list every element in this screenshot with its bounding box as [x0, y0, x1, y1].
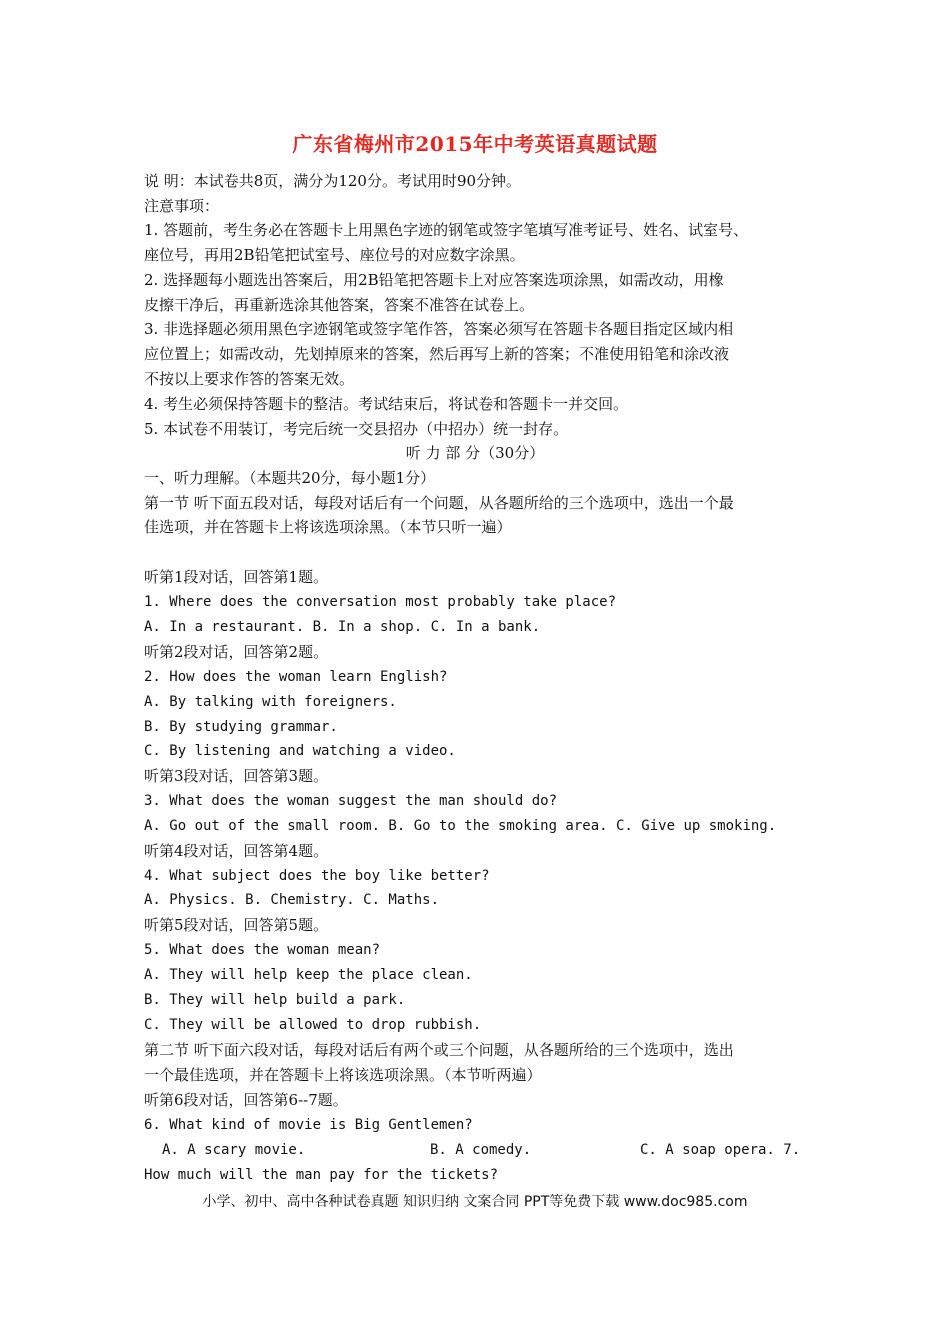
text-line: 4. 考生必须保持答题卡的整洁。考试结束后，将试卷和答题卡一并交回。: [144, 395, 629, 413]
text-line: B. They will help build a park.: [144, 992, 406, 1008]
text-line: 注意事项：: [144, 197, 220, 215]
text-line: 1. Where does the conversation most probably take place?: [144, 594, 617, 610]
text-line: A. Physics. B. Chemistry. C. Maths.: [144, 892, 440, 908]
text-line: 听第3段对话，回答第3题。: [144, 767, 329, 785]
text-line: A. By talking with foreigners.: [144, 694, 397, 710]
text-line: 听第6段对话，回答第6--7题。: [144, 1091, 348, 1109]
q6-option-b: B. A comedy.: [430, 1142, 532, 1158]
text-line: 不按以上要求作答的答案无效。: [144, 370, 355, 388]
text-line: 2. How does the woman learn English?: [144, 669, 448, 685]
text-line: 听第5段对话，回答第5题。: [144, 916, 329, 934]
text-line: A. In a restaurant. B. In a shop. C. In a bank.: [144, 619, 541, 635]
text-line: C. By listening and watching a video.: [144, 743, 456, 759]
text-line: C. They will be allowed to drop rubbish.: [144, 1017, 482, 1033]
q6-option-c: C. A soap opera. 7.: [640, 1142, 801, 1158]
text-line: 2. 选择题每小题选出答案后，用2B铅笔把答题卡上对应答案选项涂黑，如需改动，用橡: [144, 271, 724, 289]
text-line: 1. 答题前，考生务必在答题卡上用黑色字迹的钢笔或签字笔填写准考证号、姓名、试室号、: [144, 221, 749, 239]
q7-question: How much will the man pay for the tickets?: [144, 1167, 499, 1183]
text-line: A. Go out of the small room. B. Go to the smoking area. C. Give up smoking.: [144, 818, 777, 834]
text-line: 听第4段对话，回答第4题。: [144, 842, 329, 860]
text-line: 佳选项，并在答题卡上将该选项涂黑。（本节只听一遍）: [144, 518, 512, 536]
text-line: 听第1段对话，回答第1题。: [144, 568, 329, 586]
text-line: 一个最佳选项，并在答题卡上将该选项涂黑。（本节听两遍）: [144, 1066, 542, 1084]
page-title: 广东省梅州市2015年中考英语真题试题: [292, 132, 658, 156]
text-line: 6. What kind of movie is Big Gentlemen?: [144, 1117, 473, 1133]
text-line: 5. 本试卷不用装订，考完后统一交县招办（中招办）统一封存。: [144, 420, 569, 438]
page-footer: 小学、初中、高中各种试卷真题 知识归纳 文案合同 PPT等免费下载 www.doc985.com: [202, 1194, 748, 1210]
text-line: 听 力 部 分（30分）: [405, 444, 545, 462]
text-line: 座位号，再用2B铅笔把试室号、座位号的对应数字涂黑。: [144, 246, 525, 264]
text-line: A. They will help keep the place clean.: [144, 967, 473, 983]
text-line: 第二节 听下面六段对话，每段对话后有两个或三个问题，从各题所给的三个选项中，选出: [144, 1041, 734, 1059]
text-line: 皮擦干净后，再重新选涂其他答案，答案不准答在试卷上。: [144, 296, 535, 314]
text-line: 5. What does the woman mean?: [144, 942, 381, 958]
text-line: B. By studying grammar.: [144, 719, 338, 735]
text-line: 一、听力理解。（本题共20分，每小题1分）: [144, 469, 436, 487]
text-line: 3. 非选择题必须用黑色字迹钢笔或签字笔作答，答案必须写在答题卡各题目指定区域内相: [144, 320, 734, 338]
q6-option-a: A. A scary movie.: [162, 1142, 306, 1158]
text-line: 4. What subject does the boy like better?: [144, 868, 490, 884]
text-line: 应位置上；如需改动，先划掉原来的答案，然后再写上新的答案；不准使用铅笔和涂改液: [144, 345, 730, 363]
text-line: 说 明：本试卷共8页，满分为120分。考试用时90分钟。: [144, 172, 522, 190]
text-line: 第一节 听下面五段对话，每段对话后有一个问题，从各题所给的三个选项中，选出一个最: [144, 494, 734, 512]
text-line: 听第2段对话，回答第2题。: [144, 643, 329, 661]
text-line: 3. What does the woman suggest the man should do?: [144, 793, 558, 809]
